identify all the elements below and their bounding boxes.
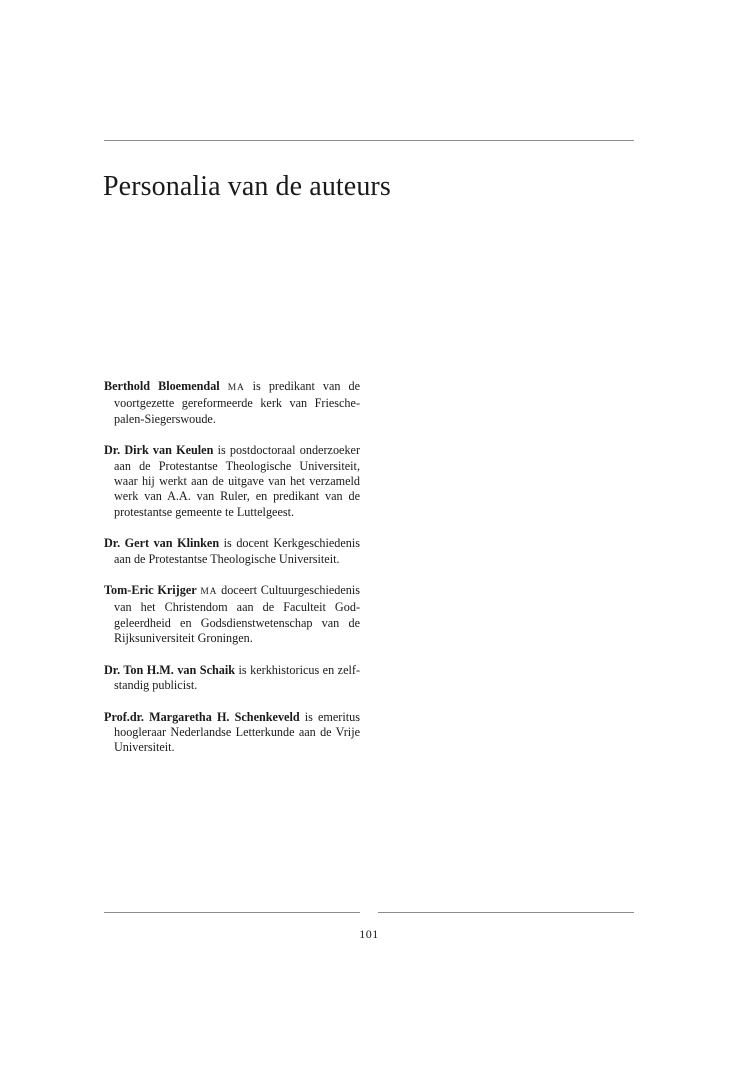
author-description: is docent Kerkgeschiedenis aan de Protestantse Theologische Universiteit. — [114, 536, 360, 566]
author-entry — [104, 443, 360, 520]
page-number: 101 — [359, 927, 379, 941]
author-description: is postdoctoraal onderzoeker aan de Protestantse Theologische Universiteit, waar hij werkt aan de uitgave van het verzameld werk van A.A. van Ruler, en predikant van de protestantse gemeente te Luttelgeest. — [114, 443, 361, 519]
author-entry — [104, 710, 360, 756]
author-description: doceert Cultuurgeschiedenis van het Christendom aan de Faculteit Godgeleerdheid en Godsdienstwetenschap van de Rijksuniversiteit Groningen. — [114, 583, 361, 646]
header-rule — [104, 140, 634, 141]
author-entry — [104, 379, 360, 427]
author-description: is kerkhistoricus en zelfstandig publicist. — [114, 662, 361, 693]
footer-rule-left — [104, 912, 360, 913]
chapter-title: Personalia van de auteurs — [103, 171, 391, 202]
footer-rule-right — [378, 912, 634, 913]
author-entry — [104, 536, 360, 567]
author-list — [104, 379, 360, 772]
author-name: Prof.dr. Margaretha H. Schenkeveld — [104, 709, 300, 724]
author-name: Dr. Gert van Klinken — [104, 536, 220, 551]
author-entry — [104, 583, 360, 647]
author-degree: MA — [227, 383, 245, 393]
author-name: Tom-Eric Krijger — [104, 583, 197, 598]
author-description: is predikant van de voortgezette gereformeerde kerk van Frieschepalen-Siegerswoude. — [114, 379, 360, 426]
author-name: Berthold Bloemendal — [104, 379, 220, 393]
author-degree: MA — [200, 587, 218, 598]
author-name: Dr. Ton H.M. van Schaik — [104, 662, 236, 677]
author-description: is emeritus hoogleraar Nederlandse Letterkunde aan de Vrije Universiteit. — [114, 709, 360, 755]
author-entry — [104, 663, 360, 694]
author-name: Dr. Dirk van Keulen — [104, 443, 214, 458]
